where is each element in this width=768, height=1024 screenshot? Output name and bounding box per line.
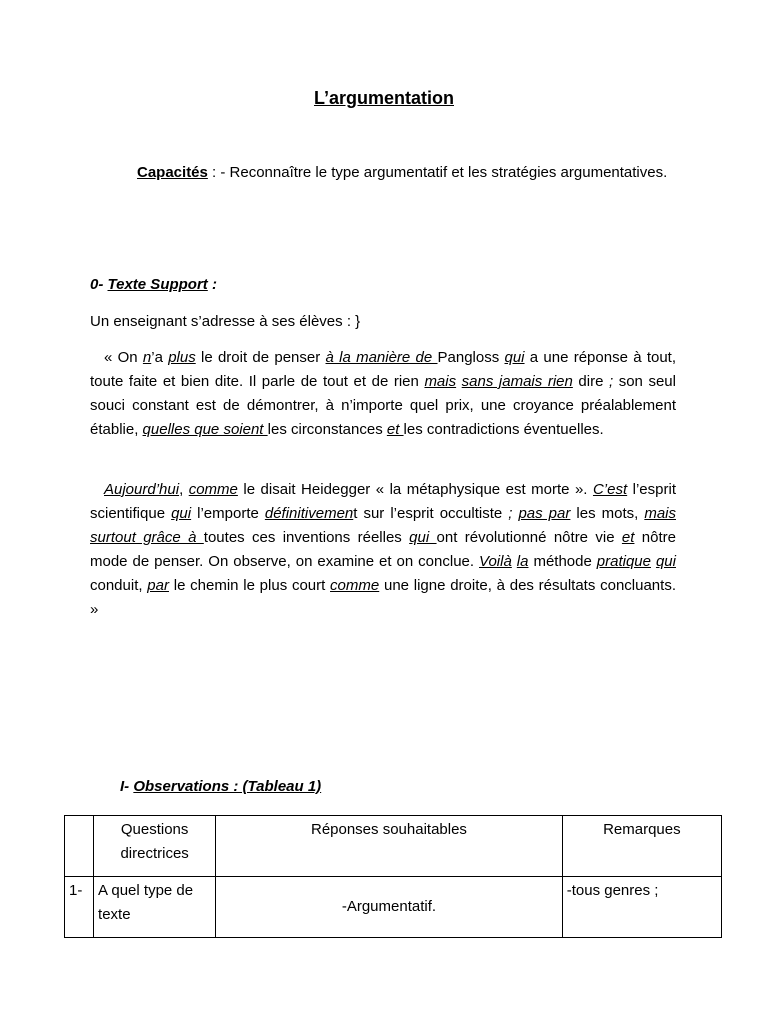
row-number: 1- <box>65 877 94 938</box>
table-row <box>65 877 722 938</box>
intro-line: Un enseignant s’adresse à ses élèves : } <box>90 313 361 330</box>
capacites-label: Capacités <box>137 164 208 181</box>
table-header-row <box>65 816 722 877</box>
row-remarque: -tous genres ; <box>562 877 721 938</box>
section1-num: I- <box>120 778 134 795</box>
paragraph-1: « On n’a plus le droit de penser à la manière de Pangloss qui a une réponse à tout, toute faite et bien dite. Il parle de tout et de rien mais sans jamais rien dire ; son seul souci constant est de démontrer, à n’importe quel prix, une croyance préalablement établie, quelles que soient les circonstances et les contradictions éventuelles. <box>90 349 677 438</box>
paragraph-2: Aujourd’hui, comme le disait Heidegger « la métaphysique est morte ». C’est l’esprit scientifique qui l’emporte définitivement sur l’esprit occultiste ; pas par les mots, mais surtout grâce à toutes ces inventions réelles qui ont révolutionné nôtre vie et nôtre mode de penser. On observe, on examine et on conclue. Voilà la méthode pratique qui conduit, par le chemin le plus court comme une ligne droite, à des résultats concluants. » <box>90 481 676 618</box>
capacites-block <box>137 157 697 189</box>
observations-table <box>64 815 722 938</box>
section1-label: Observations : (Tableau 1) <box>133 778 322 795</box>
section0-num: 0- <box>90 276 108 293</box>
page-title: L’argumentation <box>313 88 454 108</box>
section0-label: Texte Support <box>107 276 208 293</box>
header-num-cell <box>65 816 94 877</box>
section-texte-support <box>90 276 217 293</box>
header-remarques: Remarques <box>562 816 721 877</box>
row-reponse: -Argumentatif. <box>216 877 563 938</box>
header-reponses: Réponses souhaitables <box>216 816 563 877</box>
header-questions: Questions directrices <box>94 816 216 877</box>
section0-suffix: : <box>207 276 217 293</box>
row-question: A quel type de texte <box>94 877 216 938</box>
section-observations <box>120 778 321 795</box>
capacites-text: : - Reconnaître le type argumentatif et les stratégies argumentatives. <box>207 164 668 181</box>
